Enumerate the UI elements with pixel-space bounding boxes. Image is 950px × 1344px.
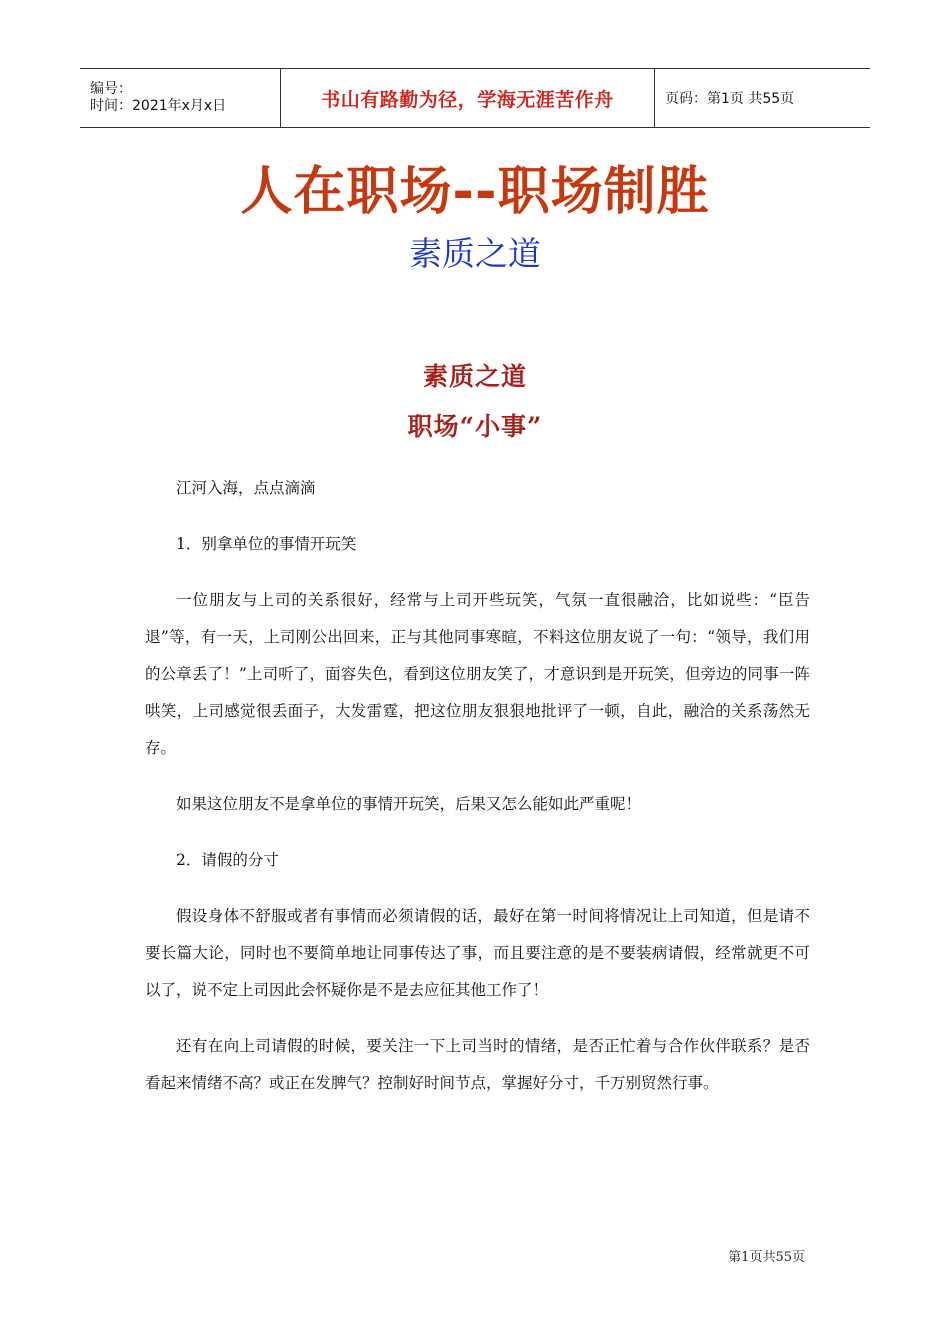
paragraph-heading: 1．别拿单位的事情开玩笑 [176,535,357,553]
time-label: 时间：2021年x月x日 [90,98,227,114]
paragraph-heading: 2．请假的分寸 [176,851,279,869]
document-header [80,68,870,128]
paragraph: 如果这位朋友不是拿单位的事情开玩笑，后果又怎么能如此严重呢！ [176,795,642,813]
paragraph: 一位朋友与上司的关系很好，经常与上司开些玩笑，气氛一直很融洽，比如说些：“臣告退”等，有一天，上司刚公出回来，正与其他同事寒暄，不料这位朋友说了一句：“领导，我们用的公章丢了！”上司听了，面容失色，看到这位朋友笑了，才意识到是开玩笑，但旁边的同事一阵哄笑，上司感觉很丢面子，大发雷霆，把这位朋友狠狠地批评了一顿，自此，融洽的关系荡然无存。 [145,591,810,757]
header-motto [281,69,655,127]
header-meta [80,69,281,127]
header-page-info [655,69,870,127]
sub-title: 素质之道 [409,234,541,273]
page-info-text: 页码：第1页 共55页 [665,91,795,107]
section-subtitle: 职场“小事” [407,412,543,441]
main-title: 人在职场--职场制胜 [240,162,710,222]
motto-text: 书山有路勤为径，学海无涯苦作舟 [321,88,614,111]
paragraph: 假设身体不舒服或者有事情而必须请假的话，最好在第一时间将情况让上司知道，但是请不要长篇大论，同时也不要简单地让同事传达了事，而且要注意的是不要装病请假，经常就更不可以了，说不定上司因此会怀疑你是不是去应征其他工作了！ [145,907,810,999]
paragraph: 还有在向上司请假的时候，要关注一下上司当时的情绪，是否正忙着与合作伙伴联系？是否看起来情绪不高？或正在发脾气？控制好时间节点，掌握好分寸，千万别贸然行事。 [145,1037,810,1092]
number-label: 编号： [90,81,132,97]
paragraph: 江河入海，点点滴滴 [176,479,316,497]
body-text [145,470,810,1102]
page-footer: 第1页共55页 [728,1250,805,1265]
section-title: 素质之道 [422,362,527,391]
